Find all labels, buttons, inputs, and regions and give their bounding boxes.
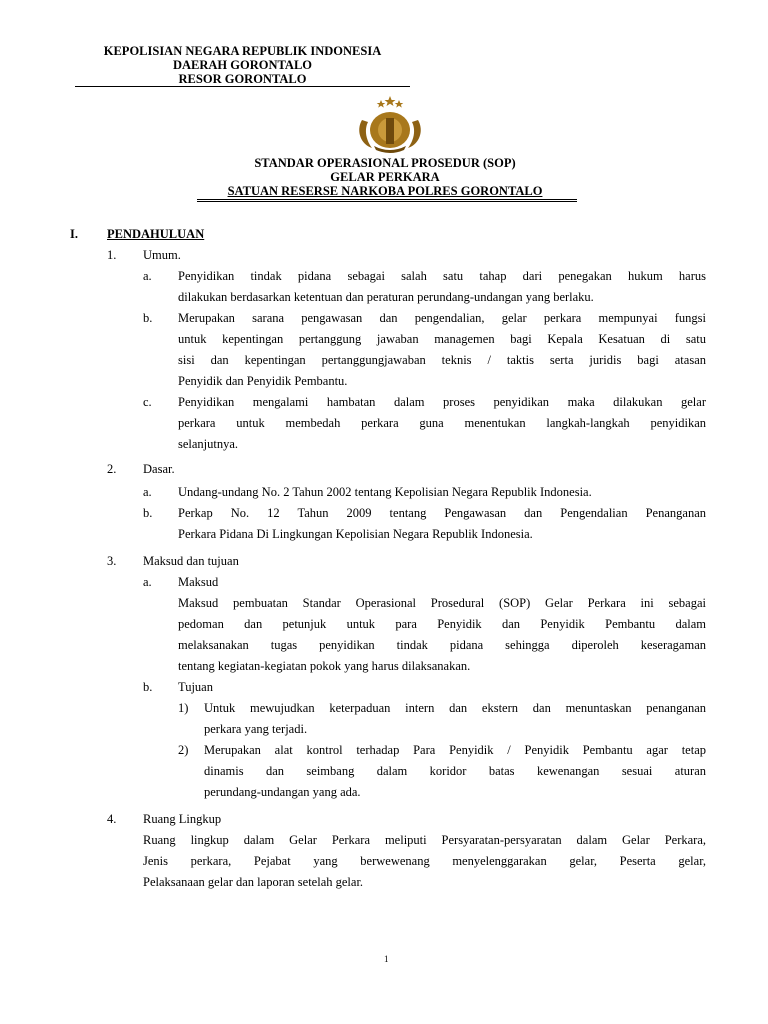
paragraph-line: Jenis perkara, Pejabat yang berwewenang menyelenggarakan gelar, Peserta gelar,	[143, 854, 706, 868]
title-gelar-perkara: GELAR PERKARA	[330, 170, 440, 184]
institution-name: KEPOLISIAN NEGARA REPUBLIK INDONESIA	[103, 44, 382, 58]
paragraph-line: perundang-undangan yang ada.	[204, 785, 361, 799]
title-sop: STANDAR OPERASIONAL PROSEDUR (SOP)	[254, 156, 516, 170]
subitem-mark: a.	[143, 485, 152, 499]
paragraph-line: pedoman dan petunjuk untuk para Penyidik dan Penyidik Pembantu dalam	[178, 617, 706, 631]
paragraph-line: Maksud pembuatan Standar Operasional Prosedural (SOP) Gelar Perkara ini sebagai	[178, 596, 706, 610]
item-label-umum: Umum.	[143, 248, 181, 262]
section-heading: PENDAHULUAN	[107, 227, 205, 241]
paragraph-line: selanjutnya.	[178, 437, 239, 451]
paragraph-line: Penyidikan tindak pidana sebagai salah satu tahap dari penegakan hukum harus	[178, 269, 706, 283]
paragraph-line: Penyidik dan Penyidik Pembantu.	[178, 374, 348, 388]
paragraph-line: Pelaksanaan gelar dan laporan setelah gelar.	[143, 875, 364, 889]
item-number: 2.	[107, 462, 117, 476]
page-number: 1	[384, 954, 389, 964]
subitem-mark: c.	[143, 395, 152, 409]
paragraph-line: tentang kegiatan-kegiatan pokok yang harus dilaksanakan.	[178, 659, 471, 673]
paragraph-line: perkara yang terjadi.	[204, 722, 308, 736]
resort-name: RESOR GORONTALO	[178, 72, 307, 86]
subitem-mark: a.	[143, 269, 152, 283]
item-number: 4.	[107, 812, 117, 826]
police-emblem-icon	[350, 94, 430, 154]
paragraph-line: Untuk mewujudkan keterpaduan intern dan ekstern dan menuntaskan penanganan	[204, 701, 706, 715]
paragraph-line: sisi dan kepentingan pertanggungjawaban teknis / taktis serta juridis bagi atasan	[178, 353, 706, 367]
subitem-mark: b.	[143, 680, 153, 694]
title-unit: SATUAN RESERSE NARKOBA POLRES GORONTALO	[227, 184, 543, 198]
subitem-mark: b.	[143, 506, 153, 520]
item-label-maksud-tujuan: Maksud dan tujuan	[143, 554, 239, 568]
paragraph-line: dilakukan berdasarkan ketentuan dan peraturan perundang-undangan yang berlaku.	[178, 290, 594, 304]
paragraph-line: melaksanakan tugas penyidikan tindak pidana sehingga diperoleh keseragaman	[178, 638, 706, 652]
item-number: 1.	[107, 248, 117, 262]
paragraph-line: Penyidikan mengalami hambatan dalam proses penyidikan maka dilakukan gelar	[178, 395, 706, 409]
numbered-mark: 1)	[178, 701, 189, 715]
region-name: DAERAH GORONTALO	[172, 58, 312, 72]
item-label-dasar: Dasar.	[143, 462, 175, 476]
paragraph-line: Undang-undang No. 2 Tahun 2002 tentang Kepolisian Negara Republik Indonesia.	[178, 485, 592, 499]
numbered-mark: 2)	[178, 743, 189, 757]
subitem-label-maksud: Maksud	[178, 575, 219, 589]
item-label-ruang-lingkup: Ruang Lingkup	[143, 812, 222, 826]
paragraph-line: dinamis dan seimbang dalam koridor batas kewenangan sesuai aturan	[204, 764, 706, 778]
item-number: 3.	[107, 554, 117, 568]
paragraph-line: Ruang lingkup dalam Gelar Perkara meliputi Persyaratan-persyaratan dalam Gelar Perkara,	[143, 833, 706, 847]
letterhead-rule	[75, 86, 410, 87]
subitem-mark: b.	[143, 311, 153, 325]
paragraph-line: Merupakan sarana pengawasan dan pengendalian, gelar perkara mempunyai fungsi	[178, 311, 706, 325]
subitem-label-tujuan: Tujuan	[178, 680, 213, 694]
section-number: I.	[70, 227, 78, 241]
paragraph-line: Perkara Pidana Di Lingkungan Kepolisian Negara Republik Indonesia.	[178, 527, 533, 541]
subitem-mark: a.	[143, 575, 152, 589]
paragraph-line: Perkap No. 12 Tahun 2009 tentang Pengawasan dan Pengendalian Penanganan	[178, 506, 706, 520]
paragraph-line: Merupakan alat kontrol terhadap Para Penyidik / Penyidik Pembantu agar tetap	[204, 743, 706, 757]
paragraph-line: untuk kepentingan pertanggung jawaban managemen bagi Kepala Kesatuan di satu	[178, 332, 706, 346]
paragraph-line: perkara untuk membedah perkara guna menentukan langkah-langkah penyidikan	[178, 416, 706, 430]
title-double-rule	[197, 199, 577, 202]
